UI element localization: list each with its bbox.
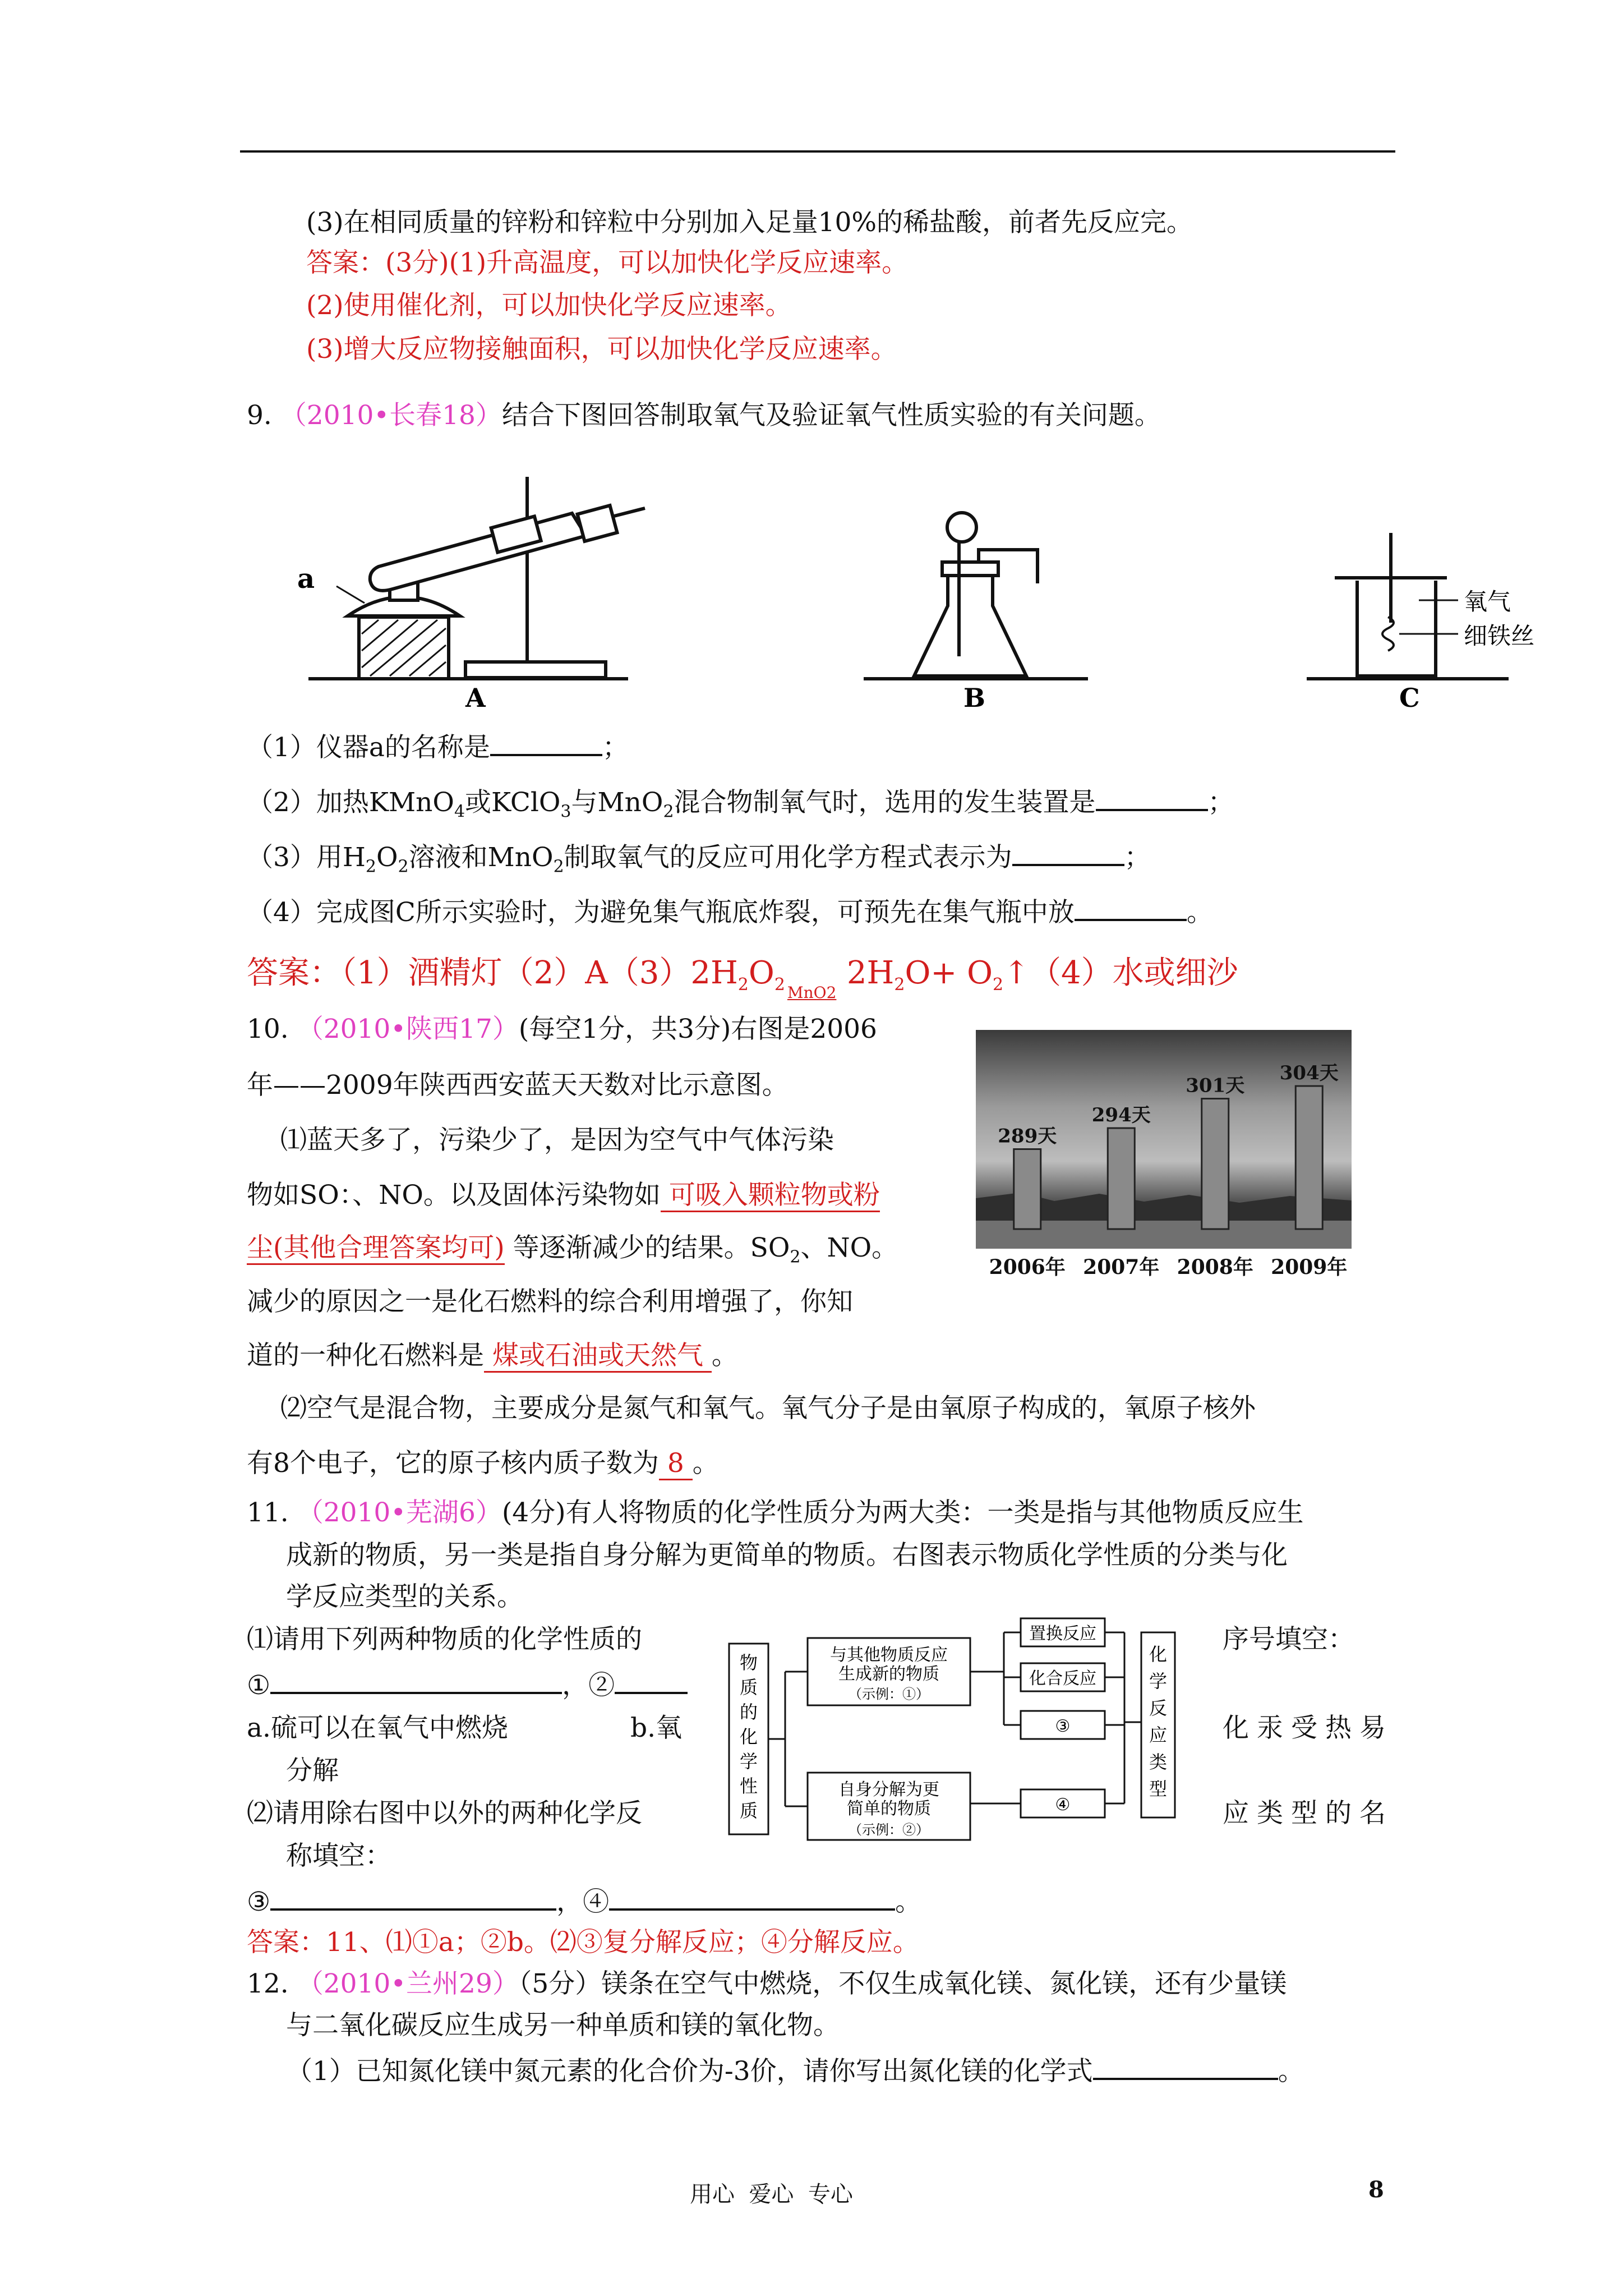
- answer-text: （1）酒精灯（2）A（3）2H: [341, 955, 738, 991]
- part-text: O: [376, 842, 398, 873]
- bar-2009年: [1295, 1086, 1322, 1229]
- right-column-char: 类: [1149, 1751, 1168, 1773]
- bar-2006年: [1014, 1149, 1041, 1230]
- answer-blank: [1093, 2053, 1278, 2080]
- question-text: 。: [711, 1340, 738, 1371]
- q11-line4a: ⑴请用下列两种物质的化学性质的: [247, 1624, 642, 1655]
- answer-blank: [1096, 784, 1208, 811]
- answer-text: 8: [659, 1448, 693, 1480]
- part-text: （1）仪器a的名称是: [247, 732, 490, 763]
- q11-line10: [247, 1884, 921, 1918]
- left-column-char: 学: [739, 1751, 758, 1772]
- label-oxygen: 氧气: [1464, 588, 1511, 615]
- q10-line3: ⑴蓝天多了，污染少了，是因为空气中气体污染: [280, 1125, 834, 1156]
- question-source: （2010•芜湖6）: [297, 1497, 502, 1528]
- label-iron-wire: 细铁丝: [1464, 622, 1535, 650]
- answer-text: 可吸入颗粒物或粉: [661, 1180, 880, 1212]
- data-label: 304天: [1279, 1062, 1339, 1084]
- answer-text: ↑（4）水或细沙: [1003, 955, 1238, 991]
- part-text: 制取氧气的反应可用化学方程式表示为: [564, 842, 1012, 873]
- q11-line6c: 化汞受热易: [1223, 1713, 1394, 1743]
- left-column-char: 的: [739, 1701, 758, 1723]
- left-column-char: 质: [739, 1677, 758, 1698]
- left-column-char: 质: [739, 1800, 758, 1821]
- q9-apparatus-figure: [280, 466, 1548, 712]
- subscript: 2: [365, 857, 376, 877]
- subscript: 2: [894, 975, 905, 995]
- subscript: 3: [560, 802, 571, 822]
- q10-line9: [247, 1447, 719, 1480]
- part-text: 溶液和MnO: [408, 842, 554, 873]
- q12-line2: 与二氧化碳反应生成另一种单质和镁的氧化物。: [286, 2010, 840, 2041]
- apparatus-b: [864, 513, 1088, 679]
- lower-box-line2: 简单的物质: [847, 1799, 931, 1819]
- left-column-char: 性: [739, 1775, 758, 1797]
- q12-line1: [247, 1968, 1287, 2000]
- question-text: ③: [247, 1887, 271, 1917]
- label-a: a: [297, 563, 315, 595]
- question-text: 有8个电子，它的原子核内质子数为: [247, 1448, 659, 1479]
- apparatus-a: [308, 477, 645, 679]
- question-text: 。: [1278, 2056, 1304, 2087]
- part-end: ；: [1207, 787, 1234, 818]
- question-source: （2010•兰州29）: [297, 1968, 519, 1999]
- part-text: 或KClO: [465, 787, 561, 818]
- box-combination: 化合反应: [1029, 1669, 1096, 1688]
- right-column-char: 学: [1149, 1671, 1168, 1692]
- q10-line7: [247, 1340, 738, 1372]
- q11-line6a: a.硫可以在氧气中燃烧: [247, 1713, 508, 1743]
- data-label: 289天: [998, 1125, 1057, 1148]
- label-B: B: [963, 683, 985, 712]
- q8-item3: (3)在相同质量的锌粉和锌粒中分别加入足量10%的稀盐酸，前者先反应完。: [306, 207, 1193, 238]
- q11-line3: 学反应类型的关系。: [286, 1581, 523, 1612]
- subscript: 2: [774, 975, 785, 995]
- year-label: 2009年: [1271, 1255, 1348, 1279]
- subscript: 2: [553, 857, 564, 877]
- question-text: 等逐渐减少的结果。SO: [504, 1232, 790, 1263]
- q11-line8b: 应类型的名: [1223, 1798, 1394, 1829]
- q9-part2: [247, 784, 1234, 828]
- answer-text: 尘(其他合理答案均可): [247, 1232, 505, 1265]
- answer-text: 2H: [846, 955, 895, 991]
- question-text: ，④: [556, 1887, 610, 1917]
- answer-label: 答案：: [247, 955, 341, 991]
- label-A: A: [465, 683, 486, 712]
- part-text: 混合物制氧气时，选用的发生装置是: [674, 787, 1096, 818]
- upper-box-line1: 与其他物质反应: [830, 1645, 948, 1665]
- blue-sky-days-chart: [976, 1030, 1352, 1282]
- question-text: (每空1分，共3分)右图是2006: [518, 1014, 877, 1045]
- q9-part4: [247, 894, 1213, 929]
- question-text: 。: [692, 1448, 719, 1479]
- upper-box-line2: 生成新的物质: [838, 1664, 939, 1684]
- subscript: 4: [454, 802, 465, 822]
- q10-line8: ⑵空气是混合物，主要成分是氮气和氧气。氧气分子是由氧原子构成的，氧原子核外: [280, 1393, 1256, 1424]
- box-blank-3: ③: [1055, 1717, 1071, 1736]
- q8-answer-line3: (3)增大反应物接触面积，可以加快化学反应速率。: [306, 334, 897, 365]
- lower-box-line1: 自身分解为更: [838, 1780, 939, 1800]
- subscript: 2: [737, 975, 749, 995]
- q10-line4: [247, 1179, 880, 1212]
- question-text: 道的一种化石燃料是: [247, 1340, 484, 1371]
- q10-line1: [247, 1013, 877, 1046]
- right-column-char: 反: [1149, 1697, 1168, 1719]
- q12-line3: [286, 2053, 1304, 2088]
- q11-classification-diagram: [723, 1616, 1211, 1874]
- question-number: 9.: [247, 400, 272, 431]
- catalyst-label: MnO2: [787, 983, 837, 1002]
- question-text: 。: [895, 1887, 922, 1917]
- upper-box-example: （示例：①）: [849, 1686, 929, 1702]
- question-source: （2010•陕西17）: [297, 1014, 519, 1045]
- bar-2007年: [1108, 1128, 1135, 1229]
- answer-blank: [270, 1884, 556, 1911]
- part-text: （4）完成图C所示实验时，为避免集气瓶底炸裂，可预先在集气瓶中放: [247, 897, 1075, 928]
- question-source: （2010•长春18）: [280, 400, 502, 431]
- answer-blank: [1075, 894, 1187, 921]
- answer-label: 答案：: [306, 247, 385, 278]
- part-end: ；: [602, 732, 629, 763]
- q9-part3: [247, 839, 1151, 883]
- subscript: 2: [790, 1247, 801, 1267]
- answer-text: O+ O: [905, 955, 993, 991]
- answer-text: 煤或石油或天然气: [484, 1340, 712, 1373]
- question-text: ，②: [562, 1670, 615, 1701]
- part-text: 与MnO: [571, 787, 663, 818]
- question-text: (4分)有人将物质的化学性质分为两大类：一类是指与其他物质反应生: [501, 1497, 1304, 1528]
- subscript: 2: [663, 802, 674, 822]
- question-text: 、NO。: [800, 1232, 898, 1263]
- q8-answer-line2: (2)使用催化剂，可以加快化学反应速率。: [306, 290, 792, 321]
- q11-answer: 答案：11、⑴①a；②b。⑵③复分解反应；④分解反应。: [247, 1927, 919, 1958]
- subscript: 2: [993, 975, 1004, 995]
- data-label: 301天: [1186, 1074, 1245, 1097]
- left-column-char: 物: [739, 1652, 758, 1673]
- question-text: （5分）镁条在空气中燃烧，不仅生成氧化镁、氮化镁，还有少量镁: [518, 1968, 1287, 1999]
- q11-line1: [247, 1497, 1304, 1529]
- q11-line7: 分解: [286, 1755, 339, 1786]
- q10-line6: 减少的原因之一是化石燃料的综合利用增强了，你知: [247, 1286, 853, 1317]
- data-label: 294天: [1091, 1104, 1151, 1126]
- year-label: 2006年: [989, 1255, 1066, 1279]
- right-column-char: 应: [1149, 1724, 1168, 1746]
- answer-blank: [615, 1667, 688, 1694]
- answer-blank: [1012, 839, 1124, 866]
- q11-line9: 称填空：: [286, 1841, 391, 1871]
- left-column-char: 化: [739, 1726, 758, 1747]
- q9-part1: [247, 729, 629, 764]
- question-text: （1）已知氮化镁中氮元素的化合价为-3价，请你写出氮化镁的化学式: [286, 2056, 1093, 2087]
- right-column-char: 型: [1149, 1778, 1168, 1800]
- right-column-char: 化: [1149, 1644, 1168, 1665]
- question-number: 10.: [247, 1014, 289, 1045]
- q11-line6b: b.氧: [630, 1713, 683, 1743]
- q11-line8a: ⑵请用除右图中以外的两种化学反: [247, 1798, 642, 1829]
- lower-box-example: （示例：②）: [849, 1822, 929, 1838]
- part-end: ；: [1124, 842, 1151, 873]
- question-text: 物如SO：、NO。以及固体污染物如: [247, 1180, 661, 1211]
- answer-text: (3分)(1)升高温度，可以加快化学反应速率。: [385, 247, 909, 278]
- question-number: 12.: [247, 1968, 289, 1999]
- part-text: （2）加热KMnO: [247, 787, 454, 818]
- answer-blank: [490, 729, 602, 756]
- subscript: 2: [398, 857, 409, 877]
- box-displacement: 置换反应: [1029, 1624, 1096, 1644]
- answer-text: O: [748, 955, 774, 991]
- question-number: 11.: [247, 1497, 289, 1528]
- label-C: C: [1399, 683, 1420, 712]
- q10-line5: [247, 1232, 898, 1273]
- question-text: ①: [247, 1670, 271, 1701]
- q8-answer-line1: [306, 247, 908, 279]
- q9-stem: [247, 399, 1161, 432]
- year-label: 2008年: [1177, 1255, 1253, 1279]
- part-text: （3）用H: [247, 842, 366, 873]
- q10-line2: 年——2009年陕西西安蓝天天数对比示意图。: [247, 1070, 789, 1101]
- page-number: 8: [1368, 2177, 1384, 2203]
- answer-blank: [270, 1667, 562, 1694]
- q11-line4b: 序号填空：: [1223, 1624, 1354, 1655]
- q11-line5: [247, 1667, 688, 1702]
- bar-2008年: [1202, 1099, 1229, 1230]
- part-end: 。: [1186, 897, 1213, 928]
- footer-motto: 用心 爱心 专心: [690, 2182, 853, 2207]
- q9-answer: [247, 954, 1238, 1005]
- header-rule: [240, 150, 1395, 153]
- q11-line2: 成新的物质，另一类是指自身分解为更简单的物质。右图表示物质化学性质的分类与化: [286, 1540, 1288, 1571]
- question-text: 结合下图回答制取氧气及验证氧气性质实验的有关问题。: [501, 400, 1161, 431]
- answer-blank: [609, 1884, 895, 1911]
- box-blank-4: ④: [1055, 1795, 1071, 1815]
- year-label: 2007年: [1083, 1255, 1160, 1279]
